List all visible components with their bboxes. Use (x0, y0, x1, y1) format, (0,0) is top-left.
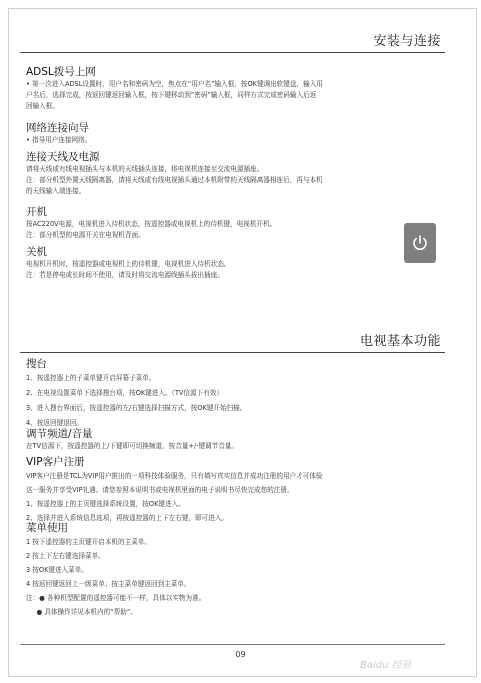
power-on-block (26, 206, 446, 241)
section-title-install: 安装与连接 (373, 34, 441, 49)
section-header-tv (20, 330, 445, 353)
antenna-block (26, 151, 446, 197)
search-block (26, 358, 446, 431)
vip-block (26, 456, 446, 525)
menu-line: 1 按下遥控器的主页键开启本机的主菜单。 (26, 538, 151, 546)
menu-line: 3 按OK键进入菜单。 (26, 566, 88, 574)
footer-divider (20, 644, 445, 645)
watermark: Baidu 经验 (360, 660, 412, 671)
power-on-line: 按AC220V电源，电视机进入待机状态，按遥控器或电视机上的待机键，电视机开机。 (26, 220, 277, 228)
power-off-block (26, 246, 446, 281)
menu-line: 4 按返回键返回上一级菜单；按主菜单键返回到主菜单。 (26, 580, 191, 588)
power-off-line: 电视机开机时，按遥控器或电视机上的待机键，电视机进入待机状态。 (26, 260, 231, 268)
wizard-line: • 指导用户连接网络。 (26, 136, 92, 144)
power-button (404, 223, 436, 263)
vip-line: VIP客户注册是TCL为VIP用户推出的一项科技体验服务，只有填写真实信息并成功注册的用户才可体验 (26, 472, 323, 480)
channel-line: 在TV信源下，按遥控器的上/下键即可切换频道，按音量+/-键调节音量。 (26, 442, 239, 450)
power-on-heading: 开机 (26, 206, 47, 218)
antenna-heading: 连接天线及电源 (26, 151, 100, 163)
search-heading: 搜台 (26, 358, 47, 370)
channel-block (26, 428, 446, 452)
search-line: 3、进入搜台界面后，按遥控器的左/右键选择扫描方式，按OK键开始扫描。 (26, 404, 247, 412)
adsl-line: • 第一次进入ADSL设置时，用户名和密码为空，焦点在“用户名”输入框，按OK键调出软键盘，输入用 (26, 80, 323, 88)
vip-line: 这一服务并享受VIP礼遇。请您参照本说明书或电视机里面的电子说明书尽快完成您的注册。 (26, 486, 294, 494)
search-line: 2、在电视设置菜单下选择搜台项，按OK键进入。（TV信源下有效） (26, 389, 223, 397)
antenna-line: 的天线输入端连接。 (26, 187, 86, 195)
menu-heading: 菜单使用 (26, 522, 68, 534)
vip-line: 1、按遥控器上的主页键选择系统设置，按OK键进入。 (26, 500, 185, 508)
antenna-line: 请将天线或有线电视插头与本机的天线插头连接，将电视机连接至交流电源插座。 (26, 165, 264, 173)
adsl-block (26, 66, 446, 112)
menu-block (26, 522, 446, 619)
search-line: 4、按返回键退回。 (26, 419, 83, 427)
antenna-line: 注：部分机型外置天线隔离器，请将天线或有线电视插头通过本机附带的天线隔离器相连后，再与本机 (26, 176, 323, 184)
menu-line: ● 具体操作详见本机内的“帮助”。 (26, 608, 137, 616)
wizard-heading: 网络连接向导 (26, 122, 89, 134)
menu-line: 2 按上下左右键选择菜单。 (26, 552, 105, 560)
section-header-install (20, 30, 445, 53)
search-line: 1、按遥控器上的子菜单键开启屏幕子菜单。 (26, 374, 156, 382)
section-title-tv: 电视基本功能 (359, 334, 441, 349)
power-off-heading: 关机 (26, 246, 47, 258)
adsl-line: 回输入框。 (26, 102, 59, 110)
power-on-line: 注：部分机型的电源开关在电视机背面。 (26, 231, 145, 239)
vip-line: 2、选择并进入系统信息选项，再按遥控器的上下左右键，即可进入。 (26, 514, 229, 522)
wizard-block (26, 122, 446, 146)
adsl-line: 户名后，选择完成，按返回键返回输入框，按下键移动到“密码”输入框，同样方式完成密码输入后返 (26, 91, 317, 99)
power-icon (410, 233, 430, 253)
page-number: 09 (235, 650, 246, 659)
vip-heading: VIP客户注册 (26, 456, 85, 468)
channel-heading: 调节频道/音量 (26, 428, 93, 440)
power-off-line: 注：若是停电或长时间不使用，请及时将交流电源线插头拔出插座。 (26, 271, 224, 279)
menu-line: 注：● 各种机型配置的遥控器可能不一样，具体以实物为准。 (26, 594, 206, 602)
adsl-heading: ADSL拨号上网 (26, 66, 96, 78)
